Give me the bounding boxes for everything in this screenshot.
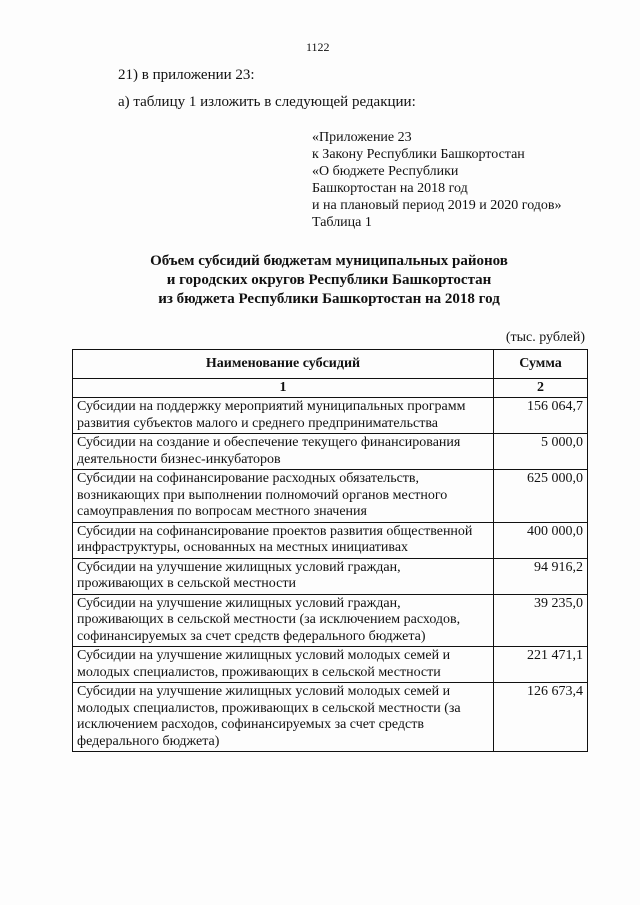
subsidy-amount: 400 000,0 — [494, 522, 588, 558]
subsidy-amount: 625 000,0 — [494, 470, 588, 523]
subsidy-amount: 5 000,0 — [494, 434, 588, 470]
subsidy-name: Субсидии на улучшение жилищных условий молодых семей и молодых специалистов, проживающих в сельской местности (за исключением расходов, софинансируемых за счет средств федерального бюджета) — [73, 683, 494, 752]
appendix-line: «О бюджете Республики — [312, 164, 459, 179]
subsidy-amount: 156 064,7 — [494, 398, 588, 434]
paragraph-subitem-a: а) таблицу 1 изложить в следующей редакции: — [118, 94, 416, 110]
paragraph-item-21: 21) в приложении 23: — [118, 67, 255, 83]
table-row — [73, 398, 588, 434]
table-row — [73, 522, 588, 558]
title-line: и городских округов Республики Башкортостан — [166, 272, 492, 288]
table-row — [73, 594, 588, 647]
subsidy-amount: 126 673,4 — [494, 683, 588, 752]
title-line: Объем субсидий бюджетам муниципальных районов — [150, 253, 508, 269]
appendix-line: «Приложение 23 — [312, 130, 412, 145]
table-row — [73, 558, 588, 594]
subsidy-name: Субсидии на создание и обеспечение текущего финансирования деятельности бизнес-инкубаторов — [73, 434, 494, 470]
title-line: из бюджета Республики Башкортостан на 2018 год — [158, 291, 500, 307]
header-name: Наименование субсидий — [73, 350, 494, 379]
appendix-reference — [312, 129, 562, 231]
subsidies-table — [72, 349, 588, 752]
subsidy-amount: 221 471,1 — [494, 647, 588, 683]
appendix-line: и на плановый период 2019 и 2020 годов» — [312, 198, 562, 213]
column-number: 2 — [494, 379, 588, 398]
subsidy-name: Субсидии на софинансирование проектов развития общественной инфраструктуры, основанных на местных инициативах — [73, 522, 494, 558]
page-number: 1122 — [306, 40, 330, 54]
table-title — [70, 252, 588, 309]
table-header-row — [73, 350, 588, 379]
appendix-line: к Закону Республики Башкортостан — [312, 147, 525, 162]
subsidy-name: Субсидии на улучшение жилищных условий граждан, проживающих в сельской местности (за исключением расходов, софинансируемых за счет средств федерального бюджета) — [73, 594, 494, 647]
subsidy-amount: 94 916,2 — [494, 558, 588, 594]
column-number-row — [73, 379, 588, 398]
table-row — [73, 470, 588, 523]
subsidy-name: Субсидии на софинансирование расходных обязательств, возникающих при выполнении полномочий органов местного самоуправления по вопросам местного значения — [73, 470, 494, 523]
subsidy-name: Субсидии на улучшение жилищных условий граждан, проживающих в сельской местности — [73, 558, 494, 594]
units-label: (тыс. рублей) — [505, 330, 585, 345]
header-sum: Сумма — [494, 350, 588, 379]
subsidy-amount: 39 235,0 — [494, 594, 588, 647]
table-row — [73, 434, 588, 470]
table-row — [73, 683, 588, 752]
appendix-line: Таблица 1 — [312, 215, 372, 230]
subsidy-name: Субсидии на улучшение жилищных условий молодых семей и молодых специалистов, проживающих в сельской местности — [73, 647, 494, 683]
subsidy-name: Субсидии на поддержку мероприятий муниципальных программ развития субъектов малого и среднего предпринимательства — [73, 398, 494, 434]
table-row — [73, 647, 588, 683]
appendix-line: Башкортостан на 2018 год — [312, 181, 468, 196]
column-number: 1 — [73, 379, 494, 398]
